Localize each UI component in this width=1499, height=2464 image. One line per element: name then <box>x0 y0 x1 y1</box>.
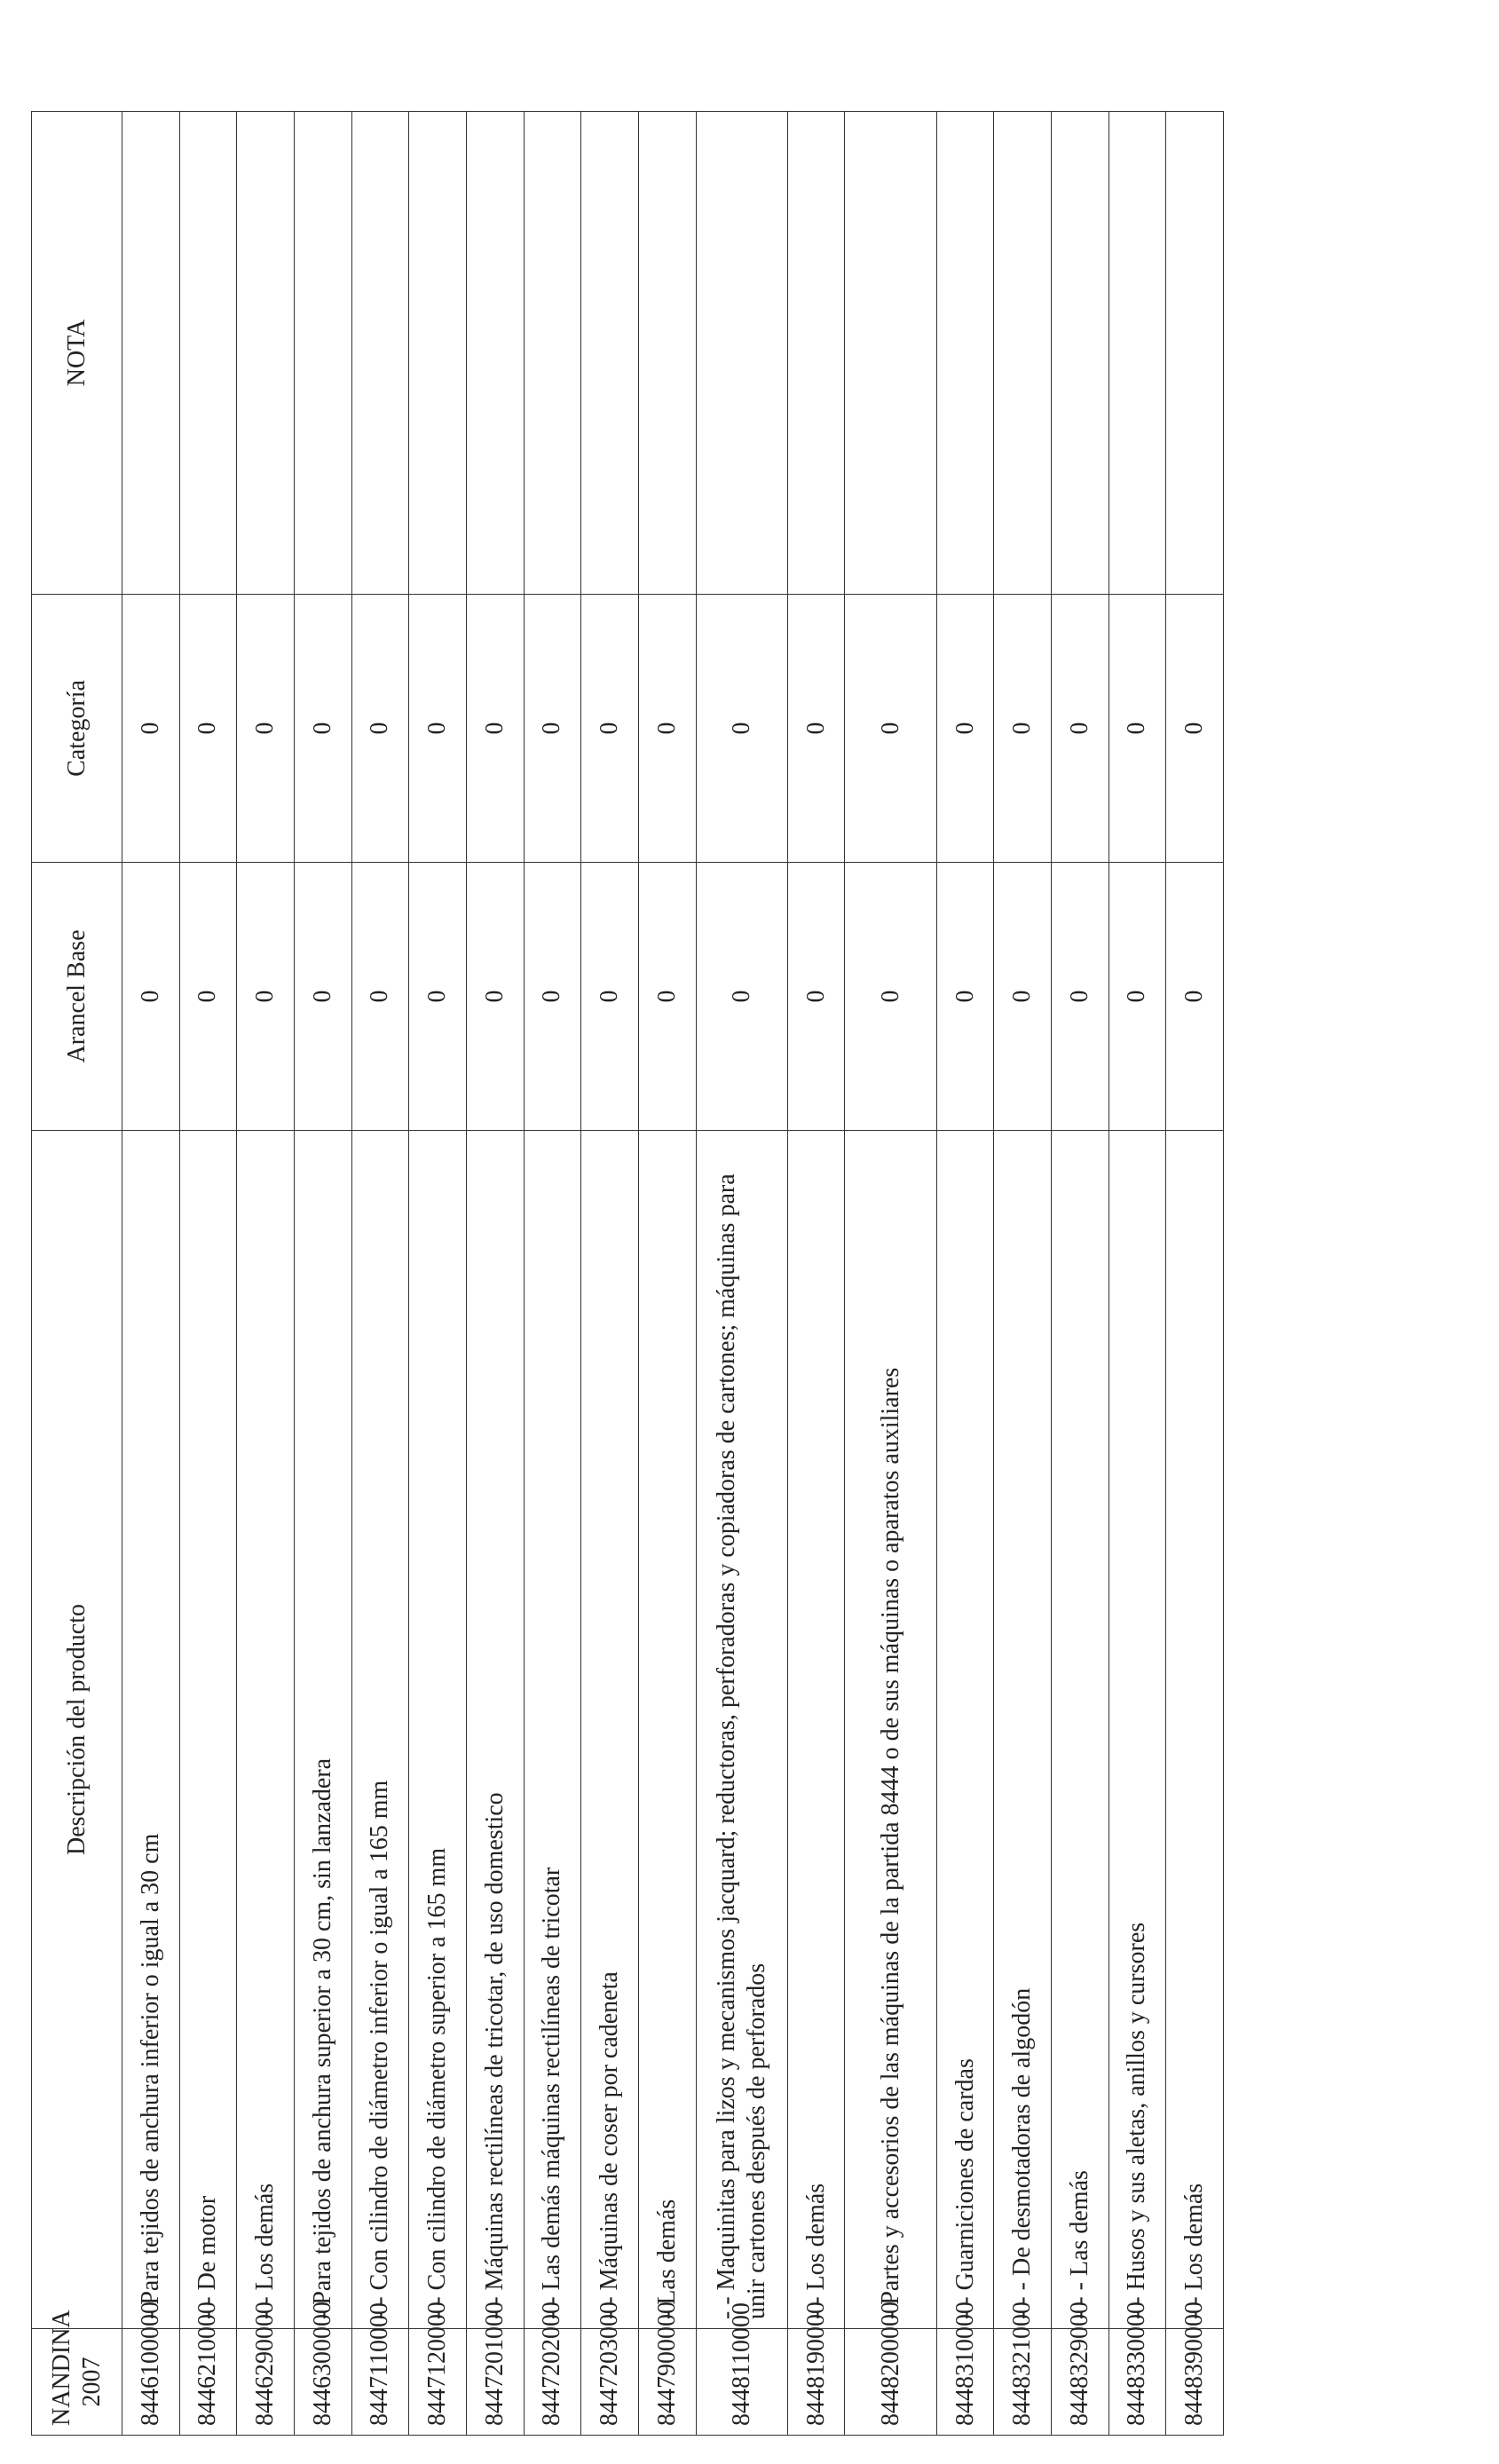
arancel-base: 0 <box>845 863 936 1131</box>
nota <box>1108 112 1166 595</box>
categoria: 0 <box>787 595 845 863</box>
arancel-base: 0 <box>179 863 237 1131</box>
nandina-code: 8448329000 <box>1052 2329 1109 2436</box>
product-description: - - Las demás máquinas rectilíneas de tricotar <box>524 1131 581 2329</box>
categoria: 0 <box>524 595 581 863</box>
nota <box>787 112 845 595</box>
nandina-code: 8448310000 <box>936 2329 994 2436</box>
product-description: - Para tejidos de anchura inferior o igual a 30 cm <box>122 1131 180 2329</box>
table-row <box>351 112 409 2436</box>
nota <box>845 112 936 595</box>
nandina-code: 8447203000 <box>581 2329 639 2436</box>
table-row <box>466 112 524 2436</box>
header-categoria: Categoría <box>32 595 122 863</box>
nandina-code: 8448190000 <box>787 2329 845 2436</box>
arancel-base: 0 <box>466 863 524 1131</box>
categoria: 0 <box>1108 595 1166 863</box>
categoria: 0 <box>581 595 639 863</box>
nota <box>524 112 581 595</box>
table-row <box>524 112 581 2436</box>
categoria: 0 <box>936 595 994 863</box>
nota <box>1166 112 1224 595</box>
product-description: - - Con cilindro de diámetro superior a 165 mm <box>409 1131 467 2329</box>
table-row <box>294 112 351 2436</box>
arancel-base: 0 <box>581 863 639 1131</box>
table-row <box>179 112 237 2436</box>
product-description: - Las demás <box>638 1131 696 2329</box>
categoria: 0 <box>696 595 787 863</box>
nota <box>294 112 351 595</box>
categoria: 0 <box>466 595 524 863</box>
nandina-code: 8446290000 <box>237 2329 295 2436</box>
table-row <box>581 112 639 2436</box>
table-row <box>845 112 936 2436</box>
product-description: - - Los demás <box>237 1131 295 2329</box>
header-nandina: NANDINA 2007 <box>32 2329 122 2436</box>
product-description: - - Máquinas de coser por cadeneta <box>581 1131 639 2329</box>
categoria: 0 <box>409 595 467 863</box>
table-row <box>122 112 180 2436</box>
table-row <box>237 112 295 2436</box>
header-nota: NOTA <box>32 112 122 595</box>
product-description: - - De motor <box>179 1131 237 2329</box>
arancel-base: 0 <box>696 863 787 1131</box>
categoria: 0 <box>237 595 295 863</box>
categoria: 0 <box>1166 595 1224 863</box>
nota <box>351 112 409 595</box>
table-row <box>409 112 467 2436</box>
nota <box>994 112 1052 595</box>
arancel-base: 0 <box>787 863 845 1131</box>
product-description: - - - Las demás <box>1052 1131 1109 2329</box>
rotated-page <box>31 112 1224 2436</box>
categoria: 0 <box>294 595 351 863</box>
arancel-base: 0 <box>1052 863 1109 1131</box>
table-row <box>936 112 994 2436</box>
arancel-base: 0 <box>237 863 295 1131</box>
nandina-code: 8446210000 <box>179 2329 237 2436</box>
product-description: - - Maquinitas para lizos y mecanismos jacquard; reductoras, perforadoras y copiadoras de cartones; máquinas para unir cartones después de perforados <box>696 1131 787 2329</box>
nandina-code: 8448390000 <box>1166 2329 1224 2436</box>
arancel-base: 0 <box>351 863 409 1131</box>
arancel-base: 0 <box>1108 863 1166 1131</box>
categoria: 0 <box>994 595 1052 863</box>
nandina-code: 8447900000 <box>638 2329 696 2436</box>
product-description: - - Husos y sus aletas, anillos y cursores <box>1108 1131 1166 2329</box>
product-description: - - Máquinas rectilíneas de tricotar, de uso domestico <box>466 1131 524 2329</box>
categoria: 0 <box>122 595 180 863</box>
table-row <box>696 112 787 2436</box>
nota <box>1052 112 1109 595</box>
table-row <box>1108 112 1166 2436</box>
nandina-code: 8448321000 <box>994 2329 1052 2436</box>
nota <box>696 112 787 595</box>
header-descripcion: Descripción del producto <box>32 1131 122 2329</box>
product-description: - - Los demás <box>787 1131 845 2329</box>
nota <box>936 112 994 595</box>
categoria: 0 <box>1052 595 1109 863</box>
categoria: 0 <box>845 595 936 863</box>
product-description: - - Con cilindro de diámetro inferior o igual a 165 mm <box>351 1131 409 2329</box>
arancel-base: 0 <box>409 863 467 1131</box>
product-description: - Partes y accesorios de las máquinas de la partida 8444 o de sus máquinas o aparatos auxiliares <box>845 1131 936 2329</box>
nandina-code: 8447201000 <box>466 2329 524 2436</box>
arancel-base: 0 <box>638 863 696 1131</box>
arancel-base: 0 <box>994 863 1052 1131</box>
categoria: 0 <box>351 595 409 863</box>
table-header-row <box>32 112 122 2436</box>
nota <box>122 112 180 595</box>
product-description: - - Guarniciones de cardas <box>936 1131 994 2329</box>
table-row <box>994 112 1052 2436</box>
table-row <box>638 112 696 2436</box>
arancel-base: 0 <box>122 863 180 1131</box>
nota <box>638 112 696 595</box>
categoria: 0 <box>638 595 696 863</box>
nota <box>409 112 467 595</box>
nandina-code: 8447120000 <box>409 2329 467 2436</box>
nota <box>466 112 524 595</box>
tariff-table <box>31 111 1224 2436</box>
nota <box>581 112 639 595</box>
table-row <box>1052 112 1109 2436</box>
header-arancel-base: Arancel Base <box>32 863 122 1131</box>
nandina-code: 8448330000 <box>1108 2329 1166 2436</box>
arancel-base: 0 <box>524 863 581 1131</box>
categoria: 0 <box>179 595 237 863</box>
nandina-code: 8447110000 <box>351 2329 409 2436</box>
arancel-base: 0 <box>1166 863 1224 1131</box>
table-row <box>787 112 845 2436</box>
product-description: - - Los demás <box>1166 1131 1224 2329</box>
product-description: - Para tejidos de anchura superior a 30 cm, sin lanzadera <box>294 1131 351 2329</box>
product-description: - - - De desmotadoras de algodón <box>994 1131 1052 2329</box>
arancel-base: 0 <box>294 863 351 1131</box>
nandina-code: 8446100000 <box>122 2329 180 2436</box>
nandina-code: 8446300000 <box>294 2329 351 2436</box>
nota <box>179 112 237 595</box>
nandina-code: 8448200000 <box>845 2329 936 2436</box>
nandina-code: 8447202000 <box>524 2329 581 2436</box>
nota <box>237 112 295 595</box>
table-row <box>1166 112 1224 2436</box>
arancel-base: 0 <box>936 863 994 1131</box>
nandina-code: 8448110000 <box>696 2329 787 2436</box>
